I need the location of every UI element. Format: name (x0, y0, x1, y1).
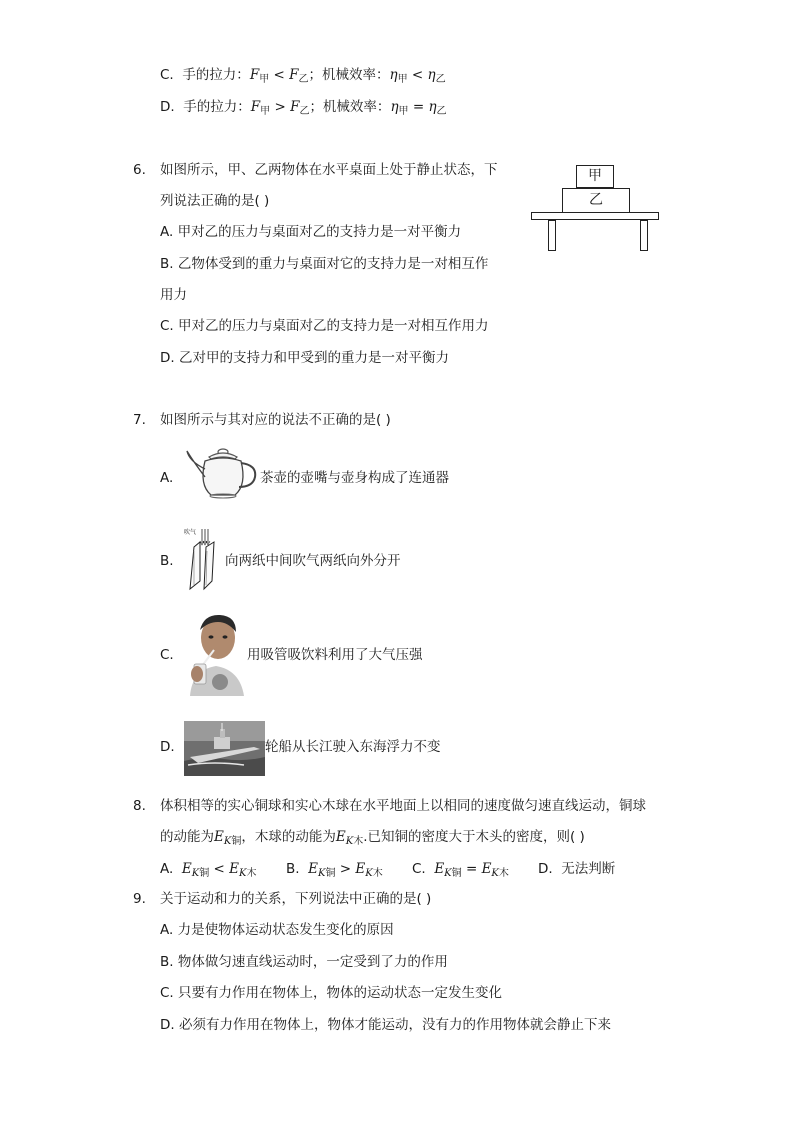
option-b: B. $E_{K铜} > E_{K木}$ (286, 861, 383, 879)
option-a: A. $E_{K铜} < E_{K木}$ (160, 861, 257, 879)
option-b: B. 物体做匀速直线运动时，一定受到了力的作用 (160, 954, 448, 970)
question-number: 6. (133, 162, 146, 178)
q5-option-d: D. 手的拉力：$F_甲 > F_乙$；机械效率：$\eta_甲 = \eta_乙$ (160, 99, 447, 117)
option-c-letter: C. (160, 647, 174, 663)
option-a: A. 甲对乙的压力与桌面对乙的支持力是一对平衡力 (160, 224, 462, 240)
blow-label: 吹气 (184, 529, 197, 536)
option-c-text: 用吸管吸饮料利用了大气压强 (247, 647, 423, 663)
ship-photo (184, 721, 265, 776)
option-d: D. 乙对甲的支持力和甲受到的重力是一对平衡力 (160, 350, 449, 366)
question-number: 7. (133, 412, 146, 428)
question-number: 9. (133, 891, 146, 907)
two-papers-image (182, 527, 222, 591)
option-c: C. 只要有力作用在物体上，物体的运动状态一定发生变化 (160, 985, 503, 1001)
question-number: 8. (133, 798, 146, 814)
option-d: D. 无法判断 (538, 861, 616, 877)
q5-option-c: C. 手的拉力：$F_甲 < F_乙$；机械效率：$\eta_甲 < \eta_乙$ (160, 67, 446, 85)
block-yi: 乙 (562, 188, 630, 213)
table-leg-left (548, 220, 556, 251)
option-b-letter: B. (160, 553, 174, 569)
boy-drinking-photo (184, 610, 248, 696)
question-stem: 如图所示与其对应的说法不正确的是( ) (160, 412, 391, 428)
table-top (531, 212, 659, 220)
teapot-image (185, 443, 260, 499)
question-stem: 关于运动和力的关系，下列说法中正确的是( ) (160, 891, 432, 907)
question-stem: 列说法正确的是( ) (160, 193, 270, 209)
question-stem-continued: 的动能为$E_{K铜}$，木球的动能为$E_{K木}$.已知铜的密度大于木头的密度，则( ) (160, 829, 585, 847)
option-c: C. 甲对乙的压力与桌面对乙的支持力是一对相互作用力 (160, 318, 489, 334)
option-a-letter: A. (160, 470, 174, 486)
option-d: D. 必须有力作用在物体上，物体才能运动，没有力的作用物体就会静止下来 (160, 1017, 611, 1033)
table-leg-right (640, 220, 648, 251)
option-b-text: 向两纸中间吹气两纸向外分开 (225, 553, 401, 569)
question-stem: 体积相等的实心铜球和实心木球在水平地面上以相同的速度做匀速直线运动，铜球 (160, 798, 646, 814)
question-stem: 如图所示，甲、乙两物体在水平桌面上处于静止状态，下 (160, 162, 498, 178)
option-d-text: 轮船从长江驶入东海浮力不变 (265, 739, 441, 755)
option-d-letter: D. (160, 739, 175, 755)
option-b-continued: 用力 (160, 287, 187, 303)
block-jia: 甲 (576, 165, 614, 188)
option-a: A. 力是使物体运动状态发生变化的原因 (160, 922, 394, 938)
option-b: B. 乙物体受到的重力与桌面对它的支持力是一对相互作 (160, 256, 489, 272)
option-a-text: 茶壶的壶嘴与壶身构成了连通器 (260, 470, 449, 486)
option-c: C. $E_{K铜} = E_{K木}$ (412, 861, 509, 879)
